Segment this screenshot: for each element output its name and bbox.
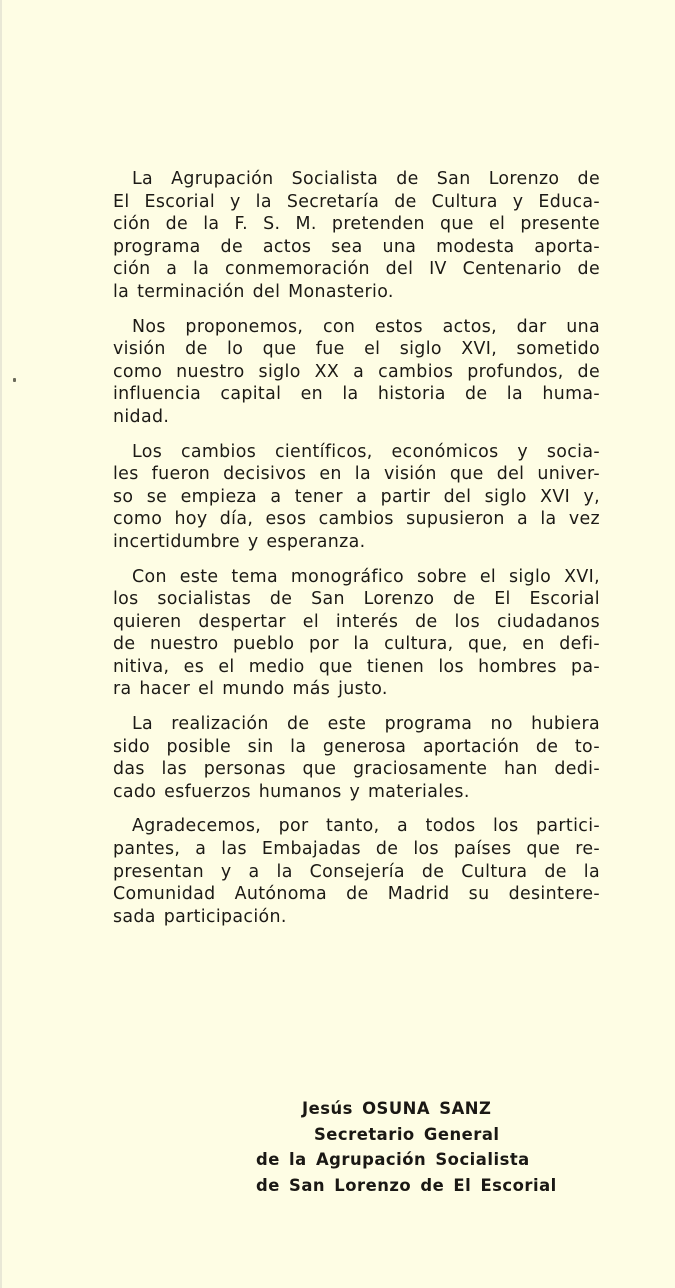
text-line: programa de actos sea una modesta aporta- <box>113 236 600 257</box>
text-line: La realización de este programa no hubiera <box>132 714 600 735</box>
paragraph-intro <box>113 168 600 304</box>
text-line: ción a la conmemoración del IV Centenario de <box>113 259 600 280</box>
text-line: nidad. <box>113 406 170 427</box>
text-line: nitiva, es el medio que tienen los hombres pa- <box>113 656 600 677</box>
text-line: pantes, a las Embajadas de los países que re- <box>113 839 600 860</box>
text-line: sada participación. <box>113 906 287 927</box>
paragraph-theme <box>113 566 600 702</box>
text-line: sido posible sin la generosa aportación de to- <box>113 736 600 757</box>
text-line: cado esfuerzos humanos y materiales. <box>113 781 470 802</box>
signatory-organization: de la Agrupación Socialista <box>256 1150 530 1169</box>
text-line: Comunidad Autónoma de Madrid su desintere- <box>113 884 600 905</box>
text-line: los socialistas de San Lorenzo de El Escorial <box>113 589 600 610</box>
letter-body <box>113 168 600 940</box>
text-line: El Escorial y la Secretaría de Cultura y Educa- <box>113 191 600 212</box>
text-line: visión de lo que fue el siglo XVI, sometido <box>113 339 600 360</box>
text-line: les fueron decisivos en la visión que del univer- <box>113 464 600 485</box>
text-line: la terminación del Monasterio. <box>113 281 394 302</box>
signatory-role: Secretario General <box>314 1124 500 1144</box>
text-line: das las personas que graciosamente han dedi- <box>113 759 600 780</box>
text-line: so se empieza a tener a partir del siglo XVI y, <box>113 486 600 507</box>
text-line: influencia capital en la historia de la huma- <box>113 384 600 405</box>
text-line: quieren despertar el interés de los ciudadanos <box>113 611 600 632</box>
page-edge <box>0 0 2 1288</box>
text-line: ción de la F. S. M. pretenden que el presente <box>113 214 600 235</box>
paragraph-purpose <box>113 316 600 429</box>
text-line: Agradecemos, por tanto, a todos los partici- <box>132 816 600 837</box>
paragraph-thanks <box>113 815 600 928</box>
text-line: ra hacer el mundo más justo. <box>113 679 388 700</box>
text-line: Los cambios científicos, económicos y socia- <box>132 441 600 462</box>
text-line: como hoy día, esos cambios supusieron a la vez <box>113 509 600 530</box>
paragraph-changes <box>113 441 600 554</box>
text-line: Con este tema monográfico sobre el siglo XVI, <box>132 566 600 587</box>
text-line: La Agrupación Socialista de San Lorenzo de <box>132 169 600 189</box>
print-speck <box>13 378 16 382</box>
text-line: como nuestro siglo XX a cambios profundos, de <box>113 361 600 382</box>
signatory-name: Jesús OSUNA SANZ <box>302 1099 492 1118</box>
signature-block <box>250 1096 565 1198</box>
text-line: Nos proponemos, con estos actos, dar una <box>132 316 600 337</box>
signatory-location: de San Lorenzo de El Escorial <box>256 1175 557 1195</box>
text-line: de nuestro pueblo por la cultura, que, en defi- <box>113 634 600 655</box>
paragraph-contributions <box>113 713 600 803</box>
text-line: presentan y a la Consejería de Cultura de la <box>113 861 600 882</box>
text-line: incertidumbre y esperanza. <box>113 531 366 552</box>
